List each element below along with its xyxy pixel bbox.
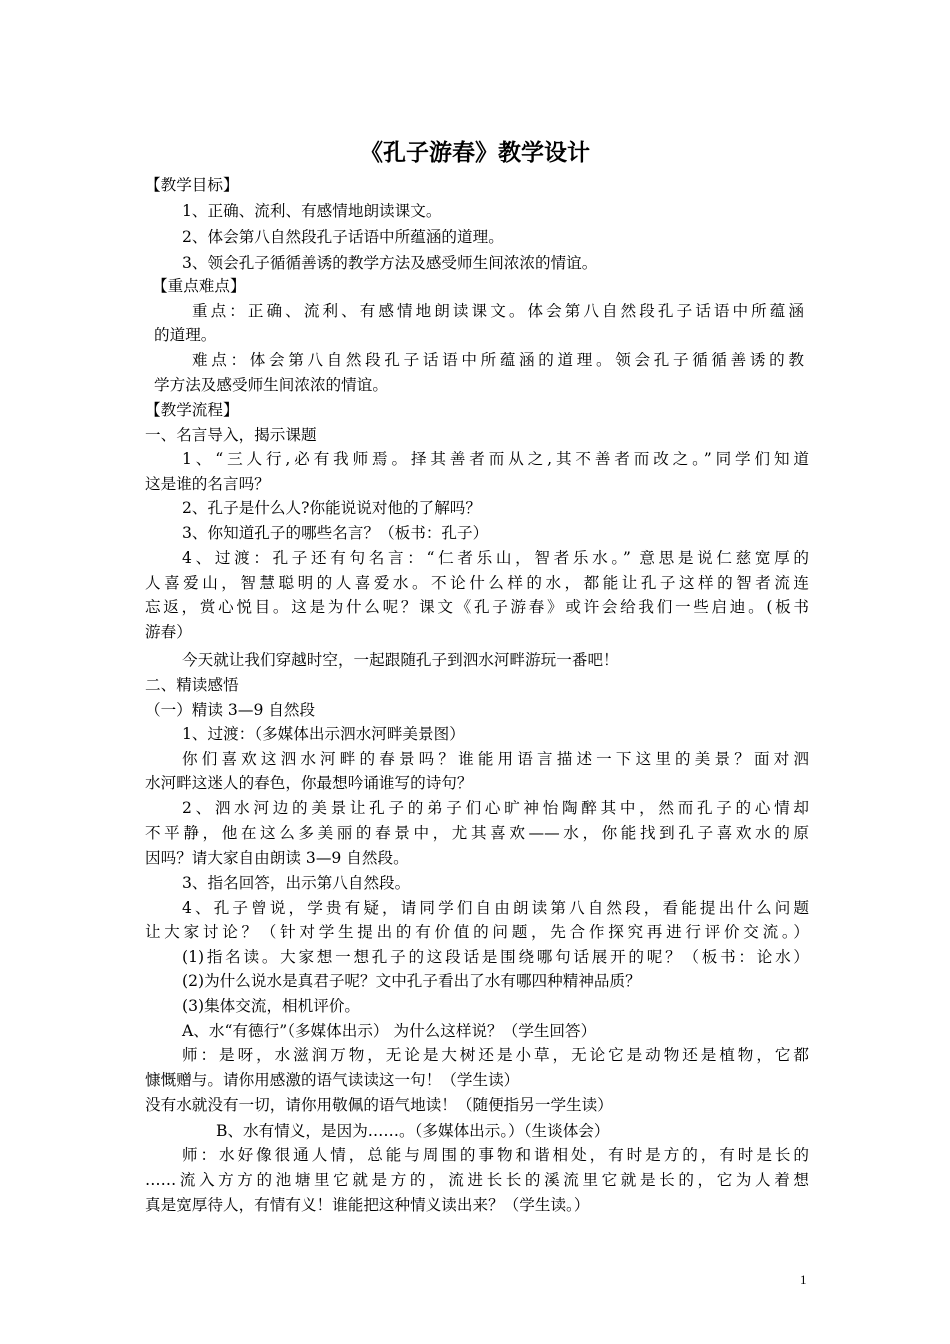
paragraph-line: (2)为什么说水是真君子呢？文中孔子看出了水有哪四种精神品质？: [182, 972, 641, 990]
paragraph-line: 水河畔这迷人的春色，你最想吟诵谁写的诗句？: [145, 774, 473, 792]
paragraph-line: 师：水好像很通人情，总能与周围的事物和谐相处，有时是方的，有时是长的: [182, 1146, 809, 1164]
goal-1: 1、正确、流利、有感情地朗读课文。: [182, 202, 442, 220]
paragraph-line: 让大家讨论？（针对学生提出的有价值的问题，先合作探究再进行评价交流。）: [145, 923, 809, 941]
paragraph-line: 因吗？请大家自由朗读 3—9 自然段。: [145, 849, 409, 867]
paragraph-line: 今天就让我们穿越时空，一起跟随孔子到泗水河畔游玩一番吧！: [182, 651, 619, 669]
paragraph-line: 2、泗水河边的美景让孔子的弟子们心旷神怡陶醉其中，然而孔子的心情却: [182, 799, 809, 817]
paragraph-line: 慷慨赠与。请你用感激的语气读读这一句！（学生读）: [145, 1071, 520, 1089]
part-2-heading: 二、精读感悟: [145, 676, 239, 694]
paragraph-line: 不平静，他在这么多美丽的春景中，尤其喜欢——水，你能找到孔子喜欢水的原: [145, 824, 809, 842]
paragraph-line: 4、孔子曾说，学贵有疑，请同学们自由朗读第八自然段，看能提出什么问题: [182, 899, 809, 917]
paragraph-line: (3)集体交流，相机评价。: [182, 997, 361, 1015]
paragraph-line: 1、过渡：（多媒体出示泗水河畔美景图）: [182, 725, 465, 743]
section-heading-keypoints: 【重点难点】: [152, 277, 246, 295]
paragraph-line: A、水“有德行”（多媒体出示） 为什么这样说？（学生回答）: [182, 1022, 597, 1040]
paragraph-line: 你们喜欢这泗水河畔的春景吗？谁能用语言描述一下这里的美景？面对泗: [182, 750, 809, 768]
subsection-heading: （一）精读 3—9 自然段: [145, 701, 316, 719]
difficulty-text-cont: 学方法及感受师生间浓浓的情谊。: [154, 376, 388, 394]
paragraph-line: B、水有情义，是因为……。（多媒体出示。）（生谈体会）: [216, 1122, 610, 1140]
goal-2: 2、体会第八自然段孔子话语中所蕴涵的道理。: [182, 228, 504, 246]
keypoint-text-cont: 的道理。: [154, 326, 217, 344]
paragraph-line: 1、“三人行,必有我师焉。择其善者而从之,其不善者而改之。”同学们知道: [182, 450, 809, 468]
paragraph-line: (1)指名读。大家想一想孔子的这段话是围绕哪句话展开的呢？（板书：论水）: [182, 948, 809, 966]
paragraph-line: 没有水就没有一切，请你用敬佩的语气地读！（随便指另一学生读）: [145, 1096, 613, 1114]
paragraph-line: 游春）: [145, 623, 192, 641]
paragraph-line: ……流入方方的池塘里它就是方的，流进长长的溪流里它就是长的，它为人着想: [145, 1171, 809, 1189]
paragraph-line: 这是谁的名言吗？: [145, 475, 270, 493]
paragraph-line: 3、指名回答，出示第八自然段。: [182, 874, 411, 892]
part-1-heading: 一、名言导入，揭示课题: [145, 426, 317, 444]
page-number: 1: [800, 1272, 807, 1287]
paragraph-line: 2、孔子是什么人?你能说说对他的了解吗？: [182, 499, 481, 517]
difficulty-text: 难点：体会第八自然段孔子话语中所蕴涵的道理。领会孔子循循善诱的教: [192, 351, 804, 369]
paragraph-line: 师：是呀，水滋润万物，无论是大树还是小草，无论它是动物还是植物，它都: [182, 1046, 809, 1064]
section-heading-process: 【教学流程】: [145, 401, 239, 419]
paragraph-line: 人喜爱山，智慧聪明的人喜爱水。不论什么样的水，都能让孔子这样的智者流连: [145, 574, 809, 592]
paragraph-line: 3、你知道孔子的哪些名言？（板书：孔子）: [182, 524, 489, 542]
document-title: 《孔子游春》教学设计: [360, 140, 590, 166]
keypoint-text: 重点：正确、流利、有感情地朗读课文。体会第八自然段孔子话语中所蕴涵: [192, 302, 804, 320]
goal-3: 3、领会孔子循循善诱的教学方法及感受师生间浓浓的情谊。: [182, 254, 598, 272]
paragraph-line: 真是宽厚待人，有情有义！谁能把这种情义读出来？（学生读。）: [145, 1196, 590, 1214]
section-heading-goals: 【教学目标】: [145, 176, 239, 194]
paragraph-line: 忘返，赏心悦目。这是为什么呢？课文《孔子游春》或许会给我们一些启迪。(板书: [145, 598, 809, 616]
paragraph-line: 4、过渡：孔子还有句名言：“仁者乐山，智者乐水。” 意思是说仁慈宽厚的: [182, 549, 809, 567]
